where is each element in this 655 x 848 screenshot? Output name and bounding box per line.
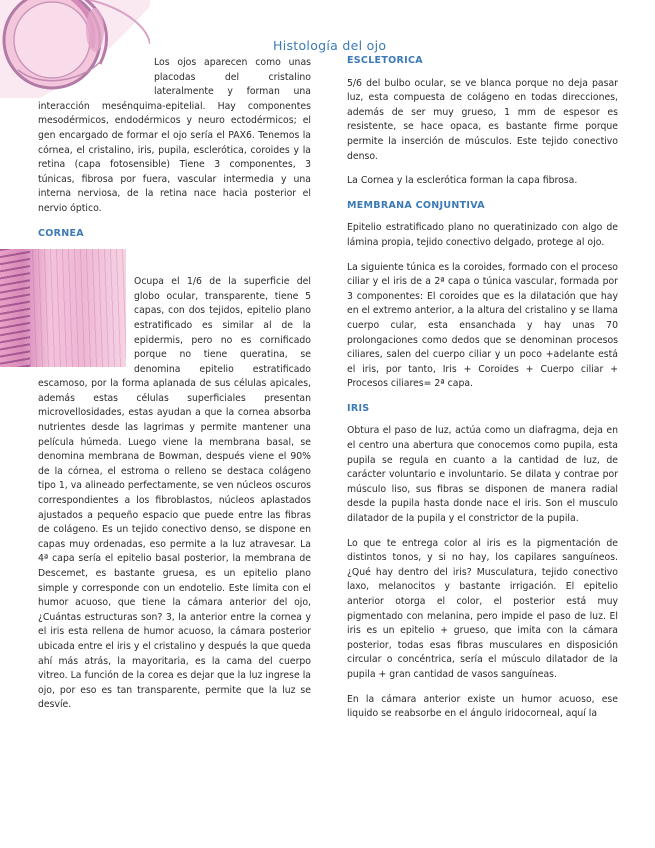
- membrana-paragraph-2: La siguiente túnica es la coroides, formado con el proceso ciliar y el iris de a 2ª capa o túnica vascular, formada por 3 componentes: El coroides que es la dilatación que hay en el extremo anterior, a la altura del cristalino y se llama cuerpo cular, esta ensanchada y hay unas 70 prolongaciones como dedos que se denominan procesos ciliares, salen del cuerpo ciliar y un poco +adelante está el iris, por tanto, Iris + Coroides + Cuerpo ciliar + Procesos ciliares= 2ª capa.: [347, 261, 618, 390]
- intro-float-spacer: [38, 56, 154, 86]
- right-column: [347, 54, 618, 732]
- esclerotica-paragraph-2: La Cornea y la esclerótica forman la capa fibrosa.: [347, 175, 578, 187]
- iris-paragraph-2: Lo que te entrega color al iris es la pigmentación de distintos tonos, y si no hay, los capilares sanguíneos. ¿Qué hay dentro del iris? Musculatura, tejido conectivo laxo, melanocitos y bastante irrigación. El epitelio anterior otorga el color, el posterior está muy pigmentado con melanina, pero impide el paso de luz. El iris es un epitelio + grueso, que imita con la cámara posterior, todas esas fibras musculares en disposición circular o concéntrica, sería el músculo dilatador de la pupila + gran cantidad de vasos sanguíneas.: [347, 537, 618, 680]
- intro-paragraph: Los ojos aparecen como unas placodas del cristalino lateralmente y forman una interacción mesénquima-epitelial. Hay componentes mesodérmicos, endodérmicos y neuro ectodérmicos; el gen encargado de formar el ojo sería el PAX6. Tenemos la córnea, el cristalino, iris, pupila, esclerótica, coroides y la retina (capa fotosensible) Tiene 3 componentes, 3 túnicas, fibrosa por fuera, vascular intermedia y una interna nerviosa, de la retina nace hacia posterior el nervio óptico.: [38, 57, 311, 214]
- page-title: Histología del ojo: [273, 38, 387, 53]
- iris-heading: IRIS: [347, 402, 370, 414]
- epithelium-nuclei: [0, 249, 30, 367]
- stroma-fibers: [30, 249, 126, 367]
- membrana-heading: MEMBRANA CONJUNTIVA: [347, 199, 485, 211]
- membrana-paragraph-1: Epitelio estratificado plano no queratinizado con algo de lámina propia, tejido conectivo delgado, protege al ojo.: [347, 222, 618, 248]
- esclerotica-heading: ESCLETORICA: [347, 55, 423, 66]
- iris-paragraph-1: Obtura el paso de luz, actúa como un diafragma, deja en el centro una abertura que conocemos como pupila, esta pupila se regula en cuanto a la cantidad de luz, de carácter voluntario e involuntario. Se dilata y contrae por músculo liso, sus fibras se disponen de manera radial desde la pupila hasta donde nace el iris. Son el musculo dilatador de la pupila y el constrictor de la pupila.: [347, 425, 618, 525]
- cornea-histology-image: [0, 249, 126, 367]
- iris-paragraph-3: En la cámara anterior existe un humor acuoso, ese liquido se reabsorbe en el ángulo iridocorneal, aquí la: [347, 693, 618, 720]
- left-column: [38, 56, 311, 713]
- cornea-heading: CORNEA: [38, 227, 84, 239]
- esclerotica-paragraph-1: 5/6 del bulbo ocular, se ve blanca porque no deja pasar luz, esta compuesta de colágeno en todas direcciones, además de ser muy grueso, 1 mm de espesor es resistente, se hace opaca, es bastante firme porque permite la inserción de músculos. Este tejido conectivo denso.: [347, 77, 618, 162]
- cornea-paragraph: Ocupa el 1/6 de la superficie del globo ocular, transparente, tiene 5 capas, con dos tejidos, epitelio plano estratificado es similar al de la epidermis, pero no es cornificado porque no tiene queratina, se denomina epitelio estratificado escamoso, por la forma aplanada de sus células apicales, además estas células superficiales presentan microvellosidades, estas ayudan a que la cornea absorba nutrientes desde las lagrimas y permite mantener una película húmeda. Luego viene la membrana basal, se denomina membrana de Bowman, después viene el 90% de la córnea, el estroma o relleno se destaca colágeno tipo 1, va alineado perfectamente, se ven núcleos oscuros correspondientes a los fibroblastos, núcleos aplastados ajustados a pequeño espacio que puede entre las fibras de colágeno. Es un tejido conectivo denso, se dispone en capas muy ordenadas, eso permite a la luz atravesar. La 4ª capa sería el epitelio basal posterior, la membrana de Descemet, es bastante gruesa, es un epitelio plano simple y corresponde con un endotelio. Este limita con el humor acuoso, que tiene la cámara anterior del ojo, ¿Cuántas estructuras son? 3, la anterior entre la cornea y el iris esta rellena de humor acuoso, la cámara posterior ubicada entre el iris y el cristalino y después la que queda ahí más atrás, la mayoritaria, es la cama del cuerpo vitreo. La función de la corea es dejar que la luz ingrese la ojo, por eso es tan transparente, permite que la luz se desvíe.: [38, 276, 311, 711]
